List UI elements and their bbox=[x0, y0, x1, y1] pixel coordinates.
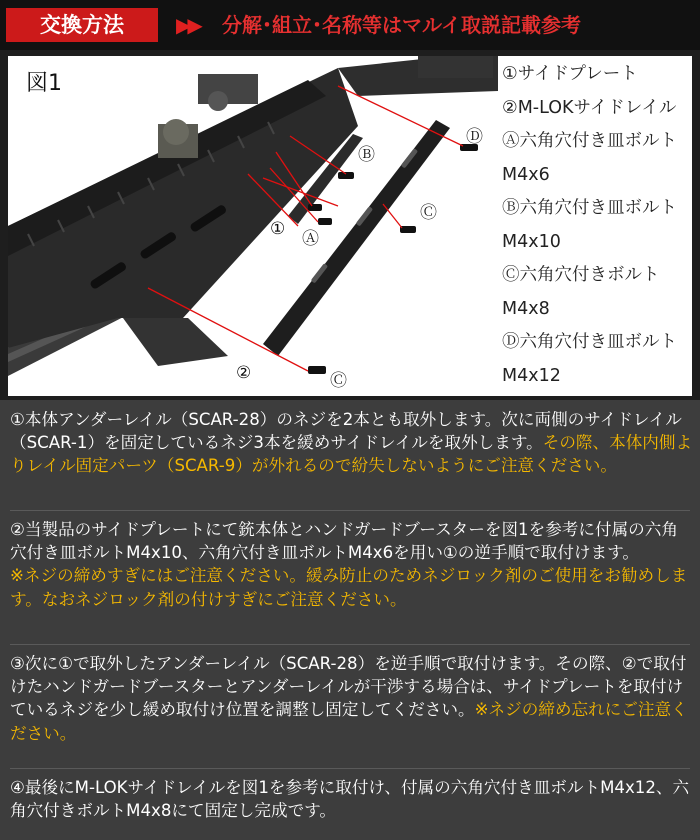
step-1-text: ①本体アンダーレイル（SCAR-28）のネジを2本とも取外します。次に両側のサイドレイル（SCAR-1）を固定しているネジ3本を緩めサイドレイルを取外します。 bbox=[10, 410, 682, 453]
legend-item: ②M-LOKサイドレイル bbox=[502, 97, 677, 118]
arrow-icons: ▶▶ bbox=[176, 13, 199, 37]
step-2 bbox=[10, 518, 694, 611]
callout-A: Ⓐ bbox=[302, 229, 319, 249]
legend-item: M4x8 bbox=[502, 298, 550, 319]
step-2-text: ②当製品のサイドプレートにて銃本体とハンドガードブースターを図1を参考に付属の六角穴付き皿ボルトM4x10、六角穴付き皿ボルトM4x6を用い①の逆手順で取付けます。 bbox=[10, 520, 678, 563]
parts-legend bbox=[502, 58, 692, 393]
legend-item: ①サイドプレート bbox=[502, 64, 638, 84]
step-1-warning: その際、本体内側よりレイル固定パーツ（SCAR-9）が外れるので紛失しないようにご注意ください。 bbox=[10, 433, 693, 476]
legend-item: Ⓓ六角穴付き皿ボルト bbox=[502, 332, 677, 352]
legend-item: Ⓑ六角穴付き皿ボルト bbox=[502, 198, 677, 218]
divider bbox=[10, 768, 690, 769]
figure-panel bbox=[8, 56, 692, 396]
callout-D: Ⓓ bbox=[466, 127, 483, 147]
legend-item: M4x12 bbox=[502, 365, 561, 386]
step-2-warning: ※ネジの締めすぎにはご注意ください。緩み防止のためネジロック剤のご使用をお勧めします。なおネジロック剤の付けすぎにご注意ください。 bbox=[10, 566, 688, 609]
product-photo bbox=[8, 56, 498, 396]
callout-C-upper: Ⓒ bbox=[420, 203, 437, 223]
header-note: 分解･組立･名称等はマルイ取説記載参考 bbox=[222, 13, 581, 37]
legend-item: Ⓐ六角穴付き皿ボルト bbox=[502, 131, 677, 151]
callout-C-lower: Ⓒ bbox=[330, 371, 347, 391]
step-4 bbox=[10, 776, 694, 822]
step-3 bbox=[10, 652, 694, 745]
step-1 bbox=[10, 408, 694, 478]
step-4-text: ④最後にM-LOKサイドレイルを図1を参考に取付け、付属の六角穴付き皿ボルトM4x12、六角穴付きボルトM4x8にて固定し完成です。 bbox=[10, 778, 690, 821]
divider bbox=[10, 510, 690, 511]
step-3-text: ③次に①で取外したアンダーレイル（SCAR-28）を逆手順で取付けます。その際、②で取付けたハンドガードブースターとアンダーレイルが干渉する場合は、サイドプレートを取付けているネジを少し緩め取付け位置を調整し固定してください。 bbox=[10, 654, 687, 720]
header-bar bbox=[0, 0, 700, 50]
callout-2: ② bbox=[236, 363, 252, 383]
figure-label: 図1 bbox=[26, 71, 62, 96]
legend-item: M4x6 bbox=[502, 164, 550, 185]
instructions-area bbox=[0, 400, 700, 840]
step-3-warning: ※ネジの締め忘れにご注意ください。 bbox=[10, 700, 688, 743]
legend-item: M4x10 bbox=[502, 231, 561, 252]
callout-B: Ⓑ bbox=[358, 145, 375, 165]
section-title: 交換方法 bbox=[6, 8, 158, 42]
divider bbox=[10, 644, 690, 645]
callout-1: ① bbox=[270, 219, 286, 239]
legend-item: Ⓒ六角穴付きボルト bbox=[502, 265, 660, 285]
